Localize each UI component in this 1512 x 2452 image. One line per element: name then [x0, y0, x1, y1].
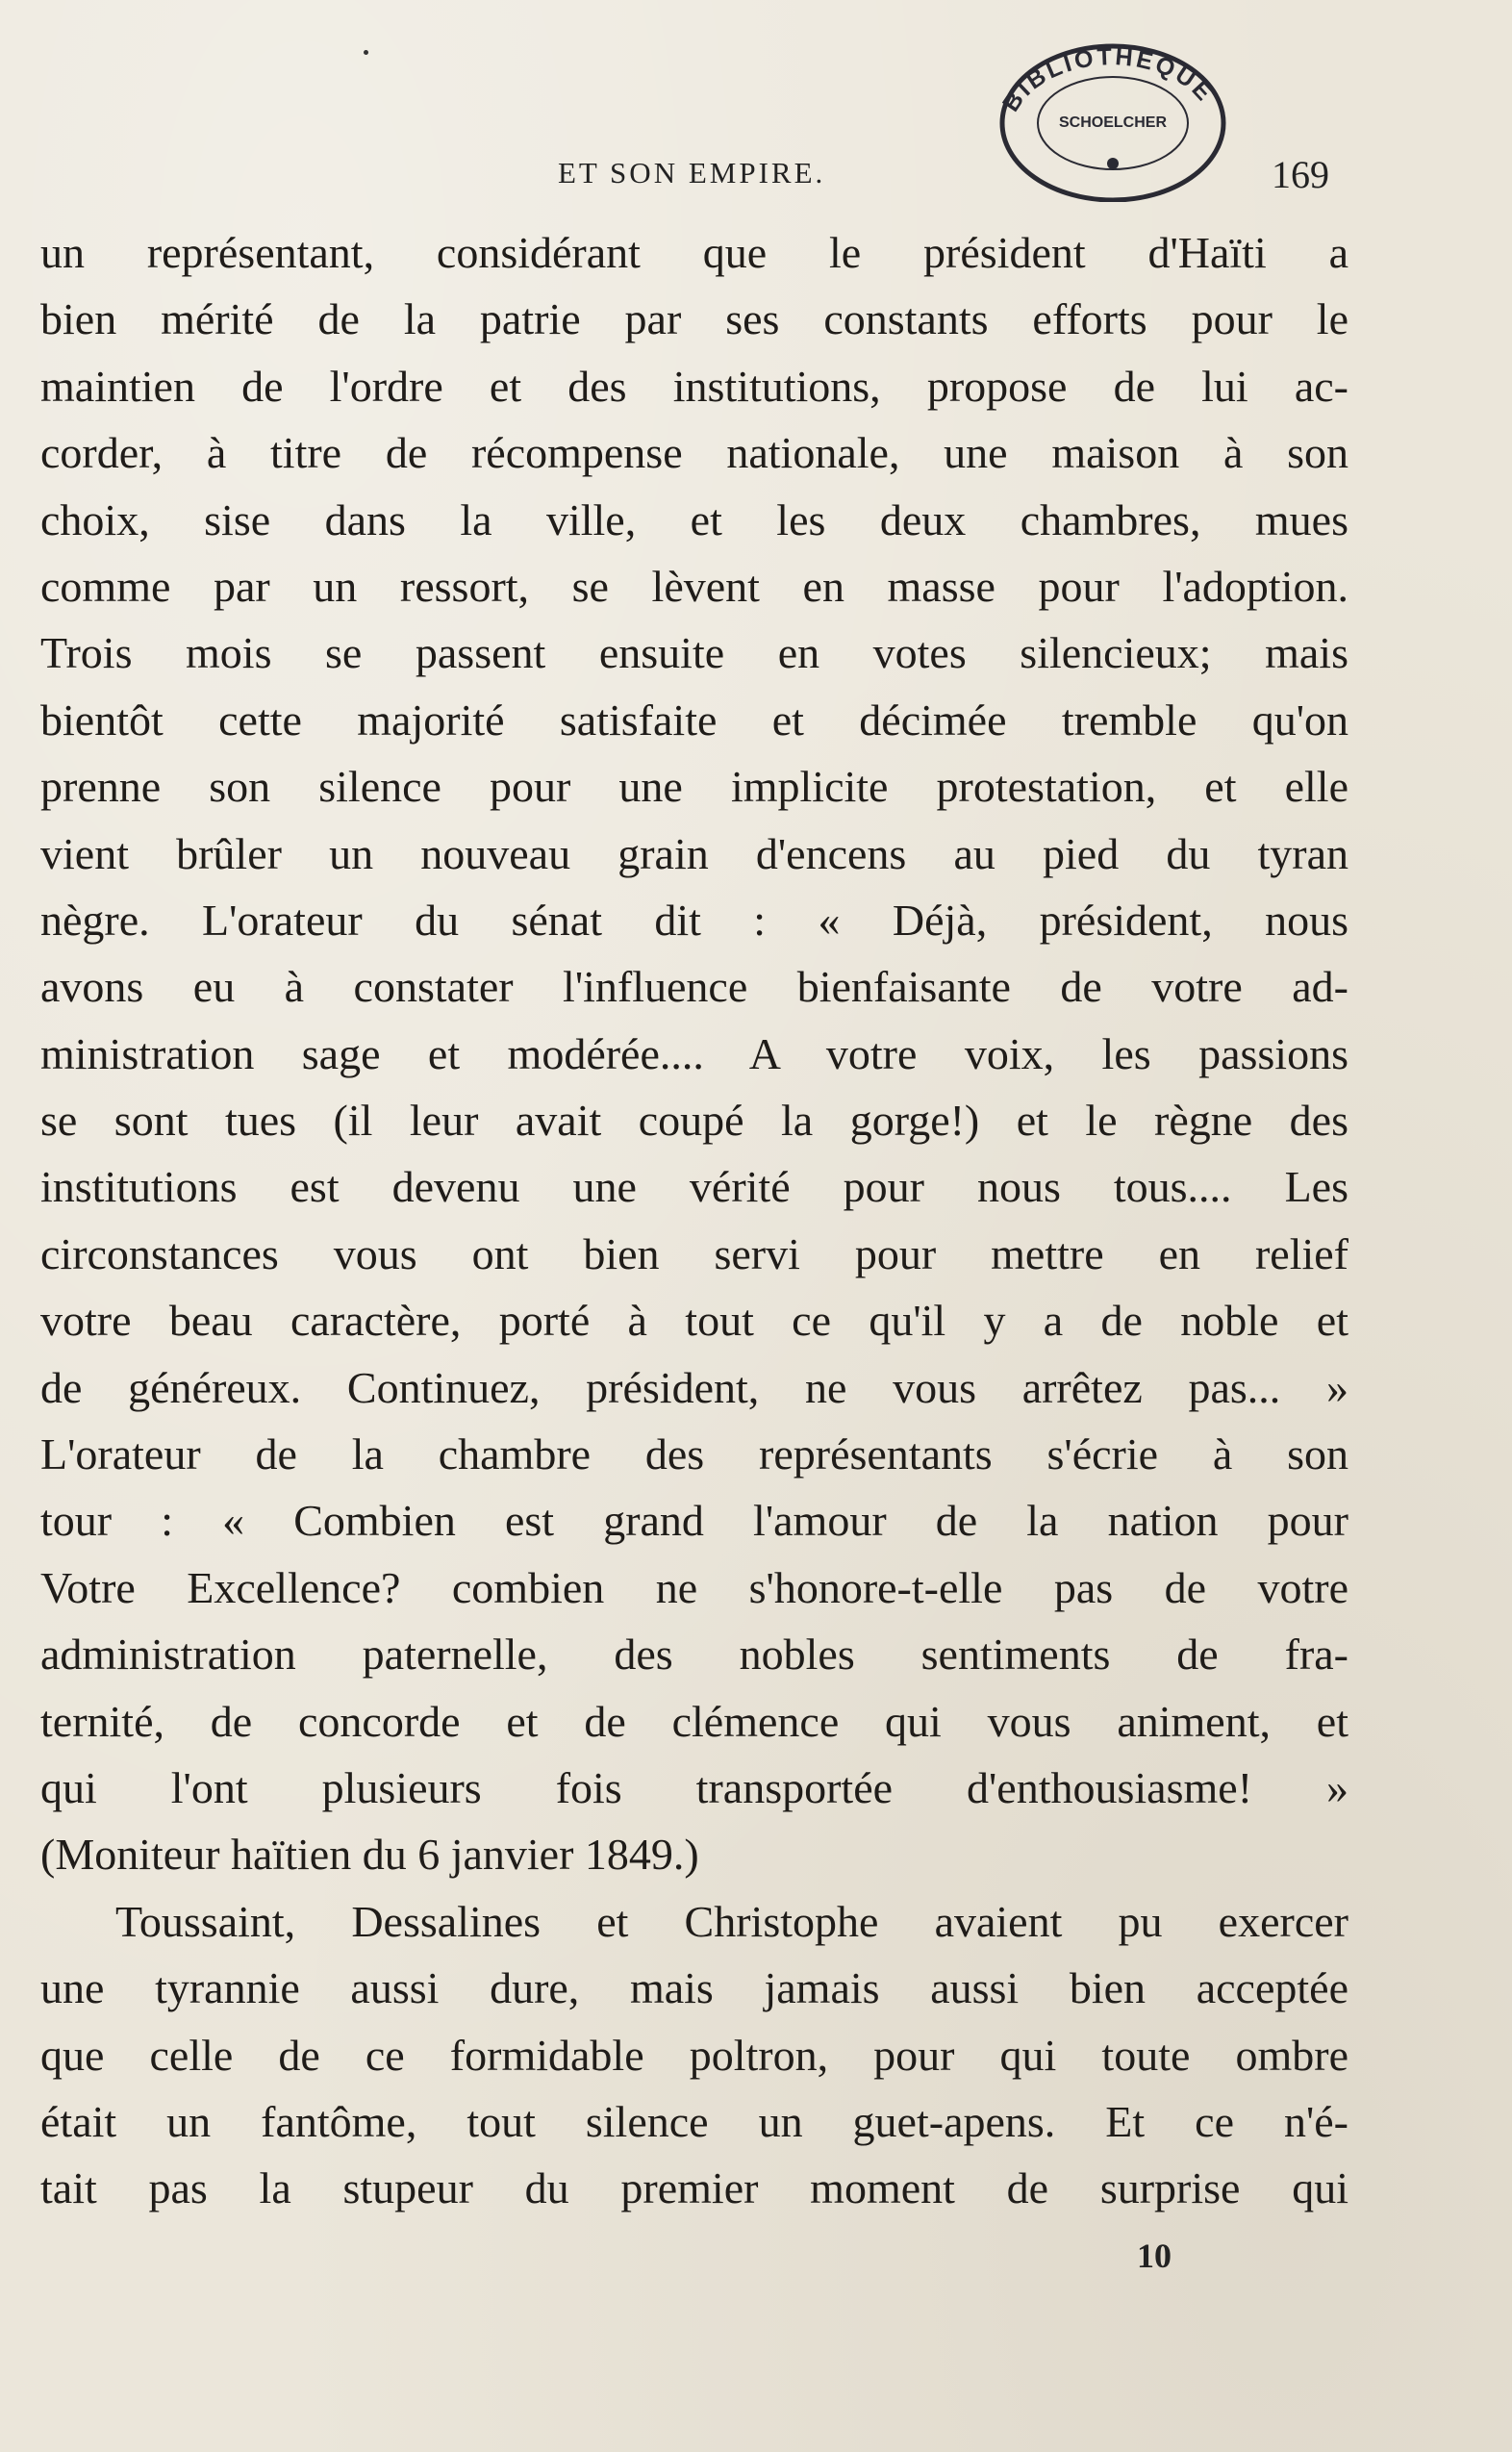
page-number: 169	[1272, 153, 1329, 196]
text-line: maintien de l'ordre et des institutions, propose de lui ac-	[40, 361, 1348, 411]
text-line: de généreux. Continuez, président, ne vous arrêtez pas... »	[40, 1362, 1348, 1412]
library-stamp-icon	[976, 19, 1238, 202]
text-line: tait pas la stupeur du premier moment de surprise qui	[40, 2163, 1348, 2213]
text-line: bien mérité de la patrie par ses constants efforts pour le	[40, 294, 1348, 344]
running-head: ET SON EMPIRE.	[558, 156, 826, 190]
text-line: était un fantôme, tout silence un guet-apens. Et ce n'é-	[40, 2096, 1348, 2146]
text-line: administration paternelle, des nobles sentiments de fra-	[40, 1630, 1348, 1680]
text-line: institutions est devenu une vérité pour nous tous.... Les	[40, 1162, 1348, 1212]
text-line: tour : « Combien est grand l'amour de la nation pour	[40, 1496, 1348, 1546]
text-line: choix, sise dans la ville, et les deux chambres, mues	[40, 494, 1348, 544]
text-line: L'orateur de la chambre des représentants s'écrie à son	[40, 1429, 1348, 1479]
text-line: votre beau caractère, porté à tout ce qu'il y a de noble et	[40, 1296, 1348, 1346]
text-line: ternité, de concorde et de clémence qui vous animent, et	[40, 1696, 1348, 1746]
text-line: Trois mois se passent ensuite en votes silencieux; mais	[40, 628, 1348, 678]
text-line: prenne son silence pour une implicite protestation, et elle	[40, 762, 1348, 812]
text-line: vient brûler un nouveau grain d'encens au pied du tyran	[40, 828, 1348, 878]
text-line: se sont tues (il leur avait coupé la gorge!) et le règne des	[40, 1096, 1348, 1146]
text-line: nègre. L'orateur du sénat dit : « Déjà, président, nous	[40, 895, 1348, 945]
text-line: corder, à titre de récompense nationale, une maison à son	[40, 428, 1348, 478]
signature-mark: 10	[1137, 2237, 1172, 2275]
text-line: un représentant, considérant que le président d'Haïti a	[40, 228, 1348, 277]
text-line: ministration sage et modérée.... A votre voix, les passions	[40, 1028, 1348, 1078]
body-text	[40, 219, 1348, 2222]
text-line: comme par un ressort, se lèvent en masse pour l'adoption.	[40, 561, 1348, 611]
text-line: qui l'ont plusieurs fois transportée d'enthousiasme! »	[40, 1762, 1348, 1812]
text-line: circonstances vous ont bien servi pour mettre en relief	[40, 1228, 1348, 1278]
text-line: Votre Excellence? combien ne s'honore-t-elle pas de votre	[40, 1562, 1348, 1612]
svg-text:BIBLIOTHEQUE	[997, 43, 1219, 116]
stamp-middle-text: SCHOELCHER	[1058, 114, 1168, 131]
text-line: avons eu à constater l'influence bienfaisante de votre ad-	[40, 962, 1348, 1012]
text-line: bientôt cette majorité satisfaite et décimée tremble qu'on	[40, 695, 1348, 745]
text-line: une tyrannie aussi dure, mais jamais aussi bien acceptée	[40, 1963, 1348, 2013]
stamp-top-text: BIBLIOTHEQUE	[996, 43, 1220, 117]
text-line-paragraph-start: Toussaint, Dessalines et Christophe avaient pu exercer	[115, 1896, 1348, 1946]
ink-dot	[364, 50, 368, 55]
text-line-citation: (Moniteur haïtien du 6 janvier 1849.)	[40, 1830, 699, 1880]
text-line: que celle de ce formidable poltron, pour qui toute ombre	[40, 2030, 1348, 2080]
